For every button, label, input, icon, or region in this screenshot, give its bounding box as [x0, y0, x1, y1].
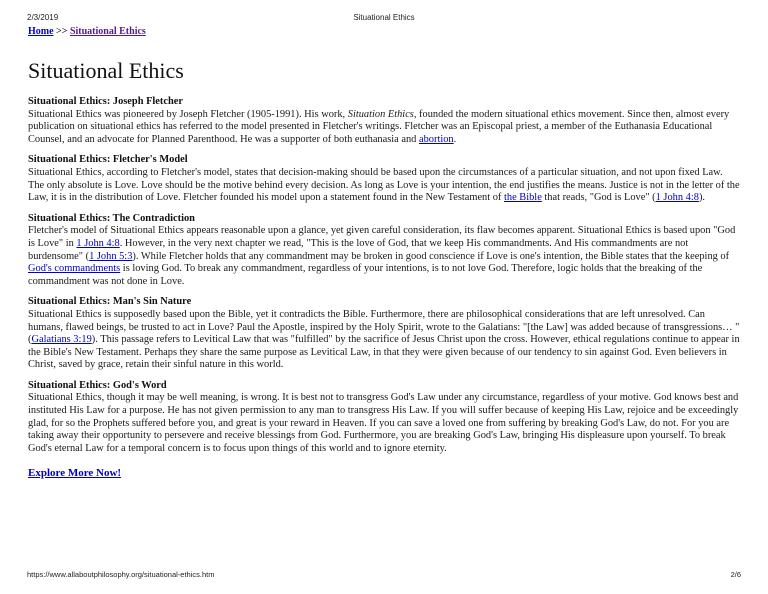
paragraph-text: Situational Ethics, though it may be well meaning, is wrong. It is best not to transgress God's Law under any circumstance, regardless of your motive. God knows best and instituted His Law for a purpose. He has not given permission to any man to transgress His Law. If you will suffer because of keeping His Law, rejoice and be exceedingly glad, for so the Prophets suffered before you, and great is your reward in Heaven. If you can save a loved one from suffering by breaking God's Law, do not. For you are taking away their opportunity to persevere and receive blessings from God. Furthermore, you are breaking God's Law, bringing His displeasure upon yourself. To break God's eternal Law for a temporal concern is to focus upon things of this world and to ignore eternity. — [28, 392, 739, 454]
inline-link[interactable]: Galatians 3:19 — [31, 334, 92, 346]
paragraph-text: is loving God. To break any commandment, regardless of your intentions, is to not love God. Therefore, logic holds that the breaking of the commandment was not done in Love. — [28, 263, 703, 287]
paragraph-text: ). — [698, 192, 705, 204]
section-heading: Situational Ethics: Fletcher's Model — [28, 154, 188, 166]
section-paragraph — [28, 309, 740, 372]
paragraph-text: ). While Fletcher holds that any commandment may be broken in good conscience if Love is one's intention, the Bible states that the keeping of — [132, 250, 730, 262]
section-heading: Situational Ethics: Joseph Fletcher — [28, 96, 183, 107]
section-heading: Situational Ethics: God's Word — [28, 379, 167, 391]
print-header — [27, 13, 741, 25]
print-url: https://www.allaboutphilosophy.org/situational-ethics.htm — [27, 570, 215, 579]
breadcrumb-home-link[interactable]: Home — [28, 26, 54, 37]
breadcrumb-separator: >> — [53, 26, 70, 37]
inline-link[interactable]: God's commandments — [28, 263, 121, 275]
print-date: 2/3/2019 — [27, 13, 59, 22]
paragraph-text: . However, in the very next chapter we read, "This is the love of God, that we keep His commandments. And His commandments are not burdensome" ( — [28, 237, 689, 262]
paragraph-text: Fletcher's model of Situational Ethics appears reasonable upon a glance, yet given careful consideration, its flaw becomes apparent. Situational Ethics is based upon "God is Love" in — [28, 225, 736, 249]
article-section — [28, 380, 740, 456]
article-section — [28, 213, 740, 289]
explore-more-link[interactable]: Explore More Now! — [28, 467, 122, 480]
inline-link[interactable]: 1 John 4:8 — [655, 192, 699, 204]
print-footer — [27, 570, 741, 582]
print-page-title: Situational Ethics — [353, 13, 415, 22]
section-heading: Situational Ethics: The Contradiction — [28, 212, 195, 224]
breadcrumb — [28, 25, 740, 39]
main-content — [28, 25, 740, 479]
paragraph-text: Situational Ethics, according to Fletcher's model, states that decision-making should be based upon the circumstances of a particular situation, and not upon fixed Law. The only absolute is Love. Love should be the motive behind every decision. As long as Love is your intention, the end justifies the means. Justice is not in the letter of the Law, it is in the distribution of Love. Fletcher founded his model upon a statement found in the New Testament of — [28, 166, 740, 204]
paragraph-text: . — [453, 133, 457, 145]
article-section — [28, 154, 740, 204]
inline-link[interactable]: the Bible — [504, 192, 542, 204]
explore-more — [28, 467, 740, 479]
breadcrumb-current-link[interactable]: Situational Ethics — [69, 26, 146, 37]
article-section — [28, 296, 740, 372]
paragraph-text: Situational Ethics was pioneered by Joseph Fletcher (1905-1991). His work, — [28, 108, 348, 120]
section-paragraph — [28, 167, 740, 205]
emphasized-text: Situation Ethics — [347, 108, 414, 120]
inline-link[interactable]: abortion — [418, 133, 454, 145]
page-title: Situational Ethics — [28, 58, 184, 83]
paragraph-text: that reads, "God is Love" ( — [541, 192, 656, 204]
inline-link[interactable]: 1 John 4:8 — [76, 237, 120, 249]
section-heading: Situational Ethics: Man's Sin Nature — [28, 296, 192, 308]
article-section — [28, 96, 740, 146]
inline-link[interactable]: 1 John 5:3 — [89, 250, 133, 262]
section-paragraph — [28, 109, 740, 147]
print-page-number: 2/6 — [730, 570, 741, 579]
paragraph-text: , founded the modern situational ethics movement. Since then, almost every publication on situational ethics has referred to the model presented in Fletcher's writings. Fletcher was an Episcopal priest, a member of the Euthanasia Educational Counsel, and an advocate for Planned Parenthood. He was a supporter of both euthanasia and — [28, 108, 730, 145]
paragraph-text: ). This passage refers to Levitical Law that was "fulfilled" by the sacrifice of Jesus Christ upon the cross. However, ethical regulations continue to appear in the Bible's New Testament. Perhaps they share the same purpose as Levitical Law, in that they were given because of our tendency to sin against God. Even believers in Christ, saved by grace, retain their sinful nature in this world. — [28, 334, 740, 371]
article-sections — [28, 96, 740, 455]
section-paragraph — [28, 392, 740, 455]
paragraph-text: Situational Ethics is supposedly based upon the Bible, yet it contradicts the Bible. Furthermore, there are philosophical considerations that are left unresolved. Can humans, flawed beings, be trusted to act in Love? Paul the Apostle, inspired by the Holy Spirit, wrote to the Galatians: "[the Law] was added because of transgressions… " ( — [28, 308, 740, 346]
section-paragraph — [28, 225, 740, 288]
